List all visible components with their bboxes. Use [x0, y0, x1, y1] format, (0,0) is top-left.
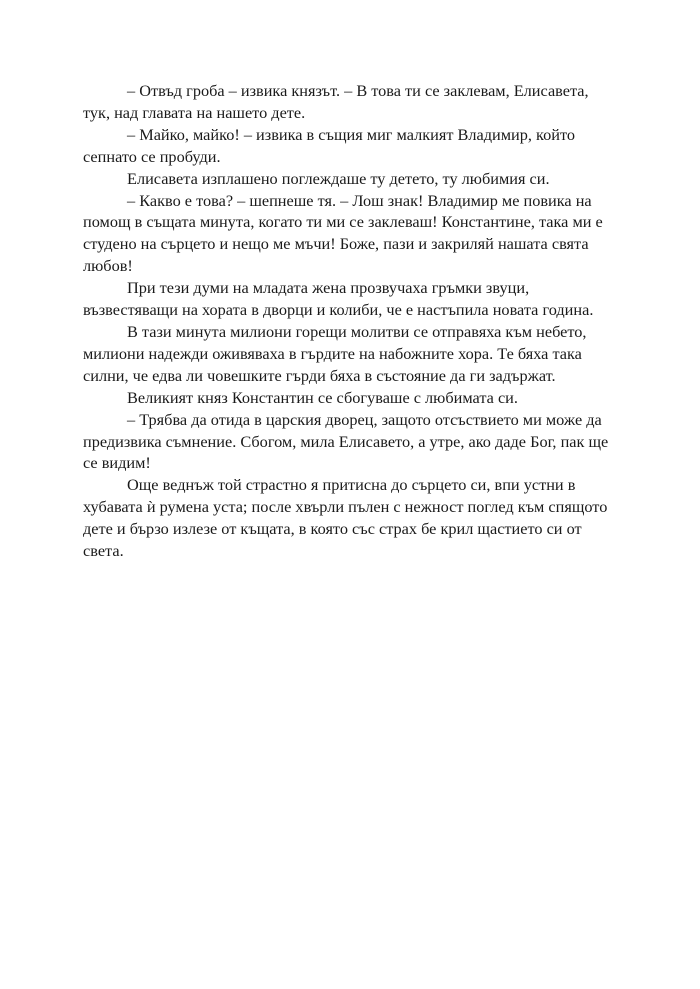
story-text [83, 80, 613, 562]
paragraph-1: – Отвъд гроба – извика князът. – В това ти се заклевам, Елисавета, тук, над главата на нашето дете. [83, 81, 589, 122]
paragraph-9: Още веднъж той страстно я притисна до сърцето си, впи устни в хубавата ѝ румена уста; после хвърли пълен с нежност поглед към спящото дете и бързо излезе от къщата, в която със страх бе крил щастието си от света. [83, 475, 608, 561]
paragraph-2: – Майко, майко! – извика в същия миг малкият Владимир, който сепнато се пробуди. [83, 124, 575, 166]
paragraph-3: Елисавета изплашено поглеждаше ту детето, ту любимия си. [127, 168, 550, 188]
paragraph-7: Великият княз Константин се сбогуваше с любимата си. [127, 387, 518, 407]
paragraph-4: – Какво е това? – шепнеше тя. – Лош знак! Владимир ме повика на помощ в същата минута, когато ти ми се заклеваш! Константине, така ми е студено на сърцето и нещо ме мъчи! Боже, пази и закриляй нашата свята любов! [83, 190, 603, 276]
paragraph-8: – Трябва да отида в царския дворец, защото отсъствието ми може да предизвика съмнение. Сбогом, мила Елисавето, а утре, ако даде Бог, пак ще се видим! [83, 409, 609, 473]
paragraph-6: В тази минута милиони горещи молитви се отправяха към небето, милиони надежди оживяваха в гърдите на набожните хора. Те бяха така силни, че едва ли човешките гърди бяха в състояние да ги задържат. [83, 321, 587, 385]
paragraph-5: При тези думи на младата жена прозвучаха гръмки звуци, възвестяващи на хората в дворци и колиби, че е настъпила новата година. [83, 278, 594, 320]
